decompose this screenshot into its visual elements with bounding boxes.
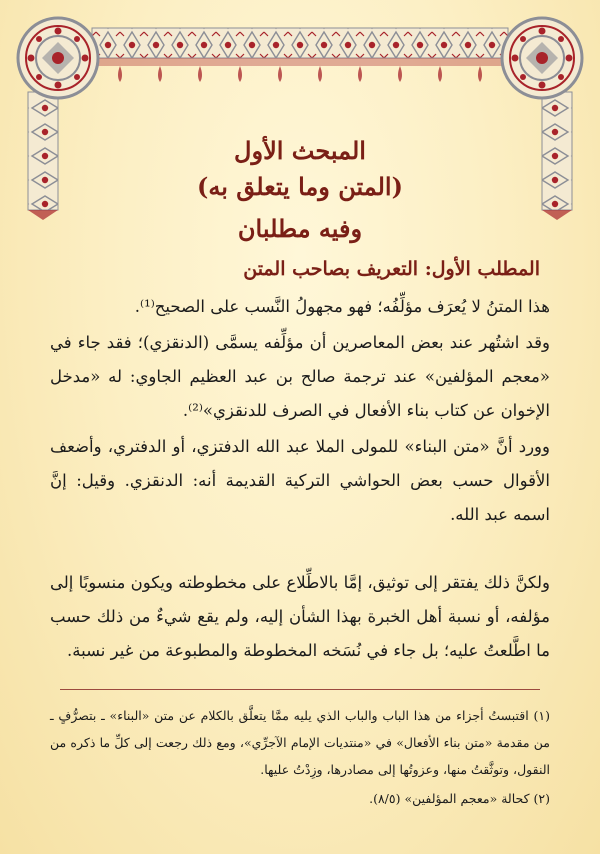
footnote-1: (١) اقتبستُ أجزاء من هذا الباب والباب الذي يليه ممَّا يتعلَّق بالكلام عن متن «البناء» ـ بتصرُّفٍ ـ من مقدمة «متن بناء الأفعال» في «منتديات الإمام الآجرِّي»، ومع ذلك رجعت إلى كلِّ ما ذكره من النقول، وتوثَّقتُ منها، وعزوتُها إلى مصادرها، وزِدْتُ عليها. xyxy=(50,708,550,777)
paragraph-2: وقد اشتُهر عند بعض المعاصرين أن مؤلِّفه يسمَّى (الدنقزي)؛ فقد جاء في «معجم المؤلفين» عند ترجمة صالح بن عبد العظيم الجاوي: له «مدخل الإخوان عن كتاب بناء الأفعال في الصرف للدنقزي»⁽²⁾. xyxy=(50,333,550,420)
chapter-subtitle: (المتن وما يتعلق به) xyxy=(197,172,403,201)
footnote-divider xyxy=(60,689,540,690)
paragraph-1: هذا المتنُ لا يُعرَف مؤلِّفُه؛ فهو مجهولُ النَّسب على الصحيح⁽¹⁾. xyxy=(134,297,550,316)
paragraph-4: ولكنَّ ذلك يفتقر إلى توثيق، إمَّا بالاطِّلاع على مخطوطته ويكون منسوبًا إلى مؤلفه، أو نسبة أهل الخبرة بهذا الشأن إليه، ولم يقع شيءٌ من ذلك حسب ما اطَّلعتُ عليه؛ بل جاء في نُسَخه المخطوطة والمطبوعة من غير نسبة. xyxy=(50,573,550,660)
section-title: المطلب الأول: التعريف بصاحب المتن xyxy=(243,258,540,280)
paragraph-3: وورد أنَّ «متن البناء» للمولى الملا عبد الله الدفتزي، أو الدفتري، وأضعف الأقوال حسب بعض الحواشي التركية القديمة أنه: الدنقزي. وقيل: إنَّ اسمه عبد الله. xyxy=(50,437,550,524)
footnote-2: (٢) كحالة «معجم المؤلفين» (٨/٥). xyxy=(369,791,550,806)
chapter-title: المبحث الأول xyxy=(234,136,366,165)
footnotes xyxy=(50,702,550,814)
chapter-contents-note: وفيه مطلبان xyxy=(237,214,363,243)
